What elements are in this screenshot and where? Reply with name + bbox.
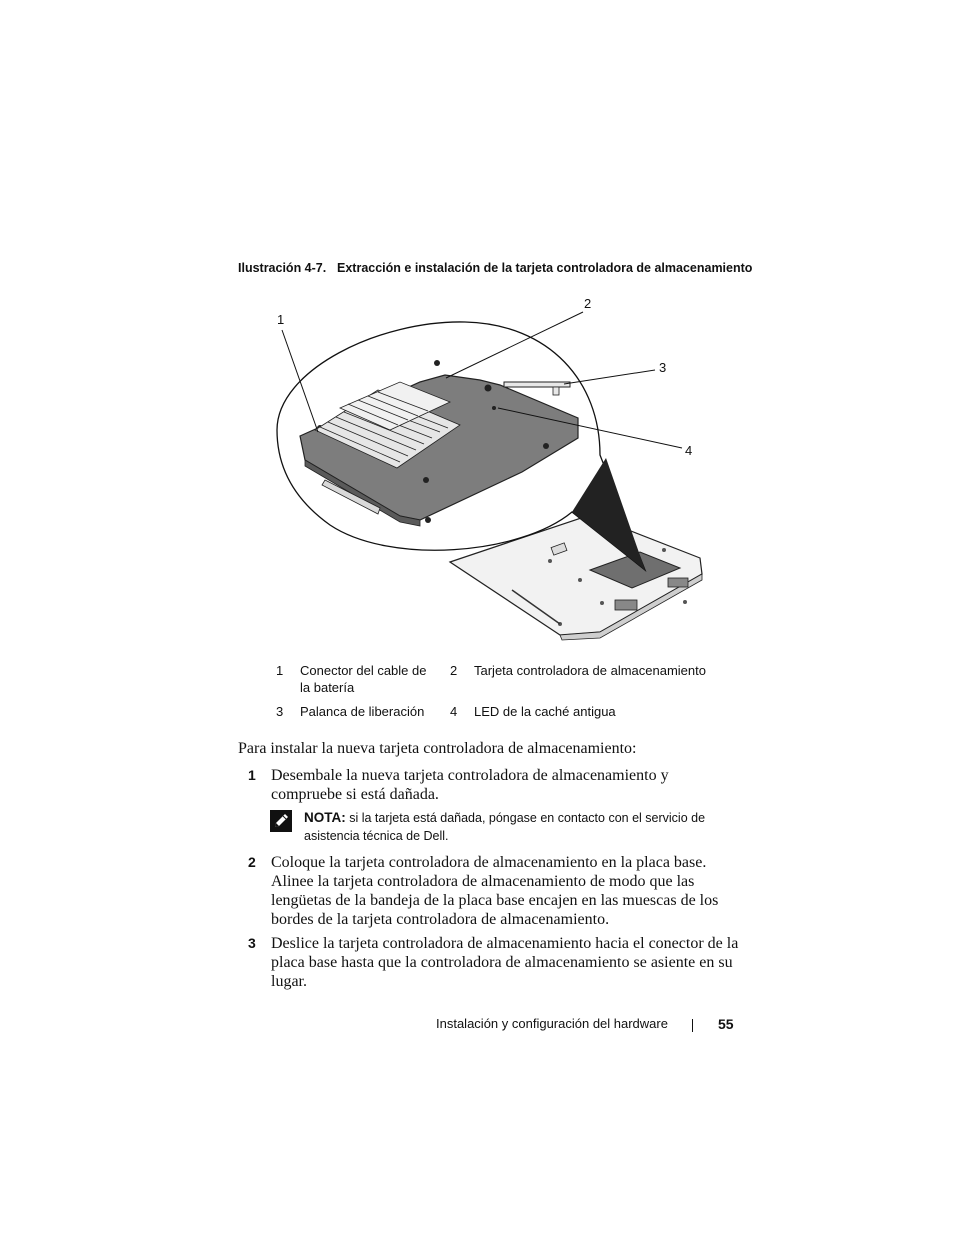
callout-2-label: 2 (584, 296, 592, 311)
note-label: NOTA: (304, 810, 346, 825)
legend-number: 4 (450, 704, 458, 719)
figure-illustration (260, 290, 720, 650)
legend-number: 3 (276, 704, 284, 719)
storage-controller-diagram (260, 290, 720, 650)
note-text: si la tarjeta está dañada, póngase en contacto con el servicio de asistencia técnica de Dell. (304, 811, 706, 843)
page-number: 55 (718, 1016, 734, 1032)
step-text: Coloque la tarjeta controladora de almacenamiento en la placa base. Alinee la tarjeta controladora de almacenamiento de modo que las lengüetas de la bandeja de la placa base encajen en las muescas de los bordes de la tarjeta controladora de almacenamiento. (271, 854, 719, 928)
footer-section-title: Instalación y configuración del hardware (436, 1016, 668, 1031)
footer-divider (692, 1019, 693, 1032)
callout-1-label: 1 (277, 312, 285, 327)
legend-text: Palanca de liberación (300, 704, 425, 719)
legend-text: Tarjeta controladora de almacenamiento (474, 663, 706, 678)
step-number: 3 (248, 935, 256, 951)
legend-row (276, 662, 746, 703)
note-pencil-icon (270, 810, 292, 832)
callout-3-label: 3 (659, 360, 667, 375)
step-number: 2 (248, 854, 256, 870)
callout-4-label: 4 (685, 443, 693, 458)
legend-text: LED de la caché antigua (474, 704, 616, 719)
legend-number: 1 (276, 663, 284, 678)
legend-number: 2 (450, 663, 458, 678)
step-number: 1 (248, 767, 256, 783)
legend-row (276, 703, 746, 744)
intro-paragraph: Para instalar la nueva tarjeta controladora de almacenamiento: (238, 740, 637, 757)
page-footer (436, 1016, 736, 1031)
figure-caption (238, 261, 758, 275)
figure-number: Ilustración 4-7. (238, 261, 327, 275)
step-text: Deslice la tarjeta controladora de almacenamiento hacia el conector de la placa base hasta que la controladora de almacenamiento se asiente en su lugar. (271, 935, 739, 990)
figure-legend (276, 662, 746, 744)
legend-text: Conector del cable de la batería (300, 663, 427, 695)
step-text: Desembale la nueva tarjeta controladora de almacenamiento y compruebe si está dañada. (271, 767, 669, 803)
note-content (304, 809, 734, 845)
figure-title: Extracción e instalación de la tarjeta controladora de almacenamiento (337, 261, 753, 275)
